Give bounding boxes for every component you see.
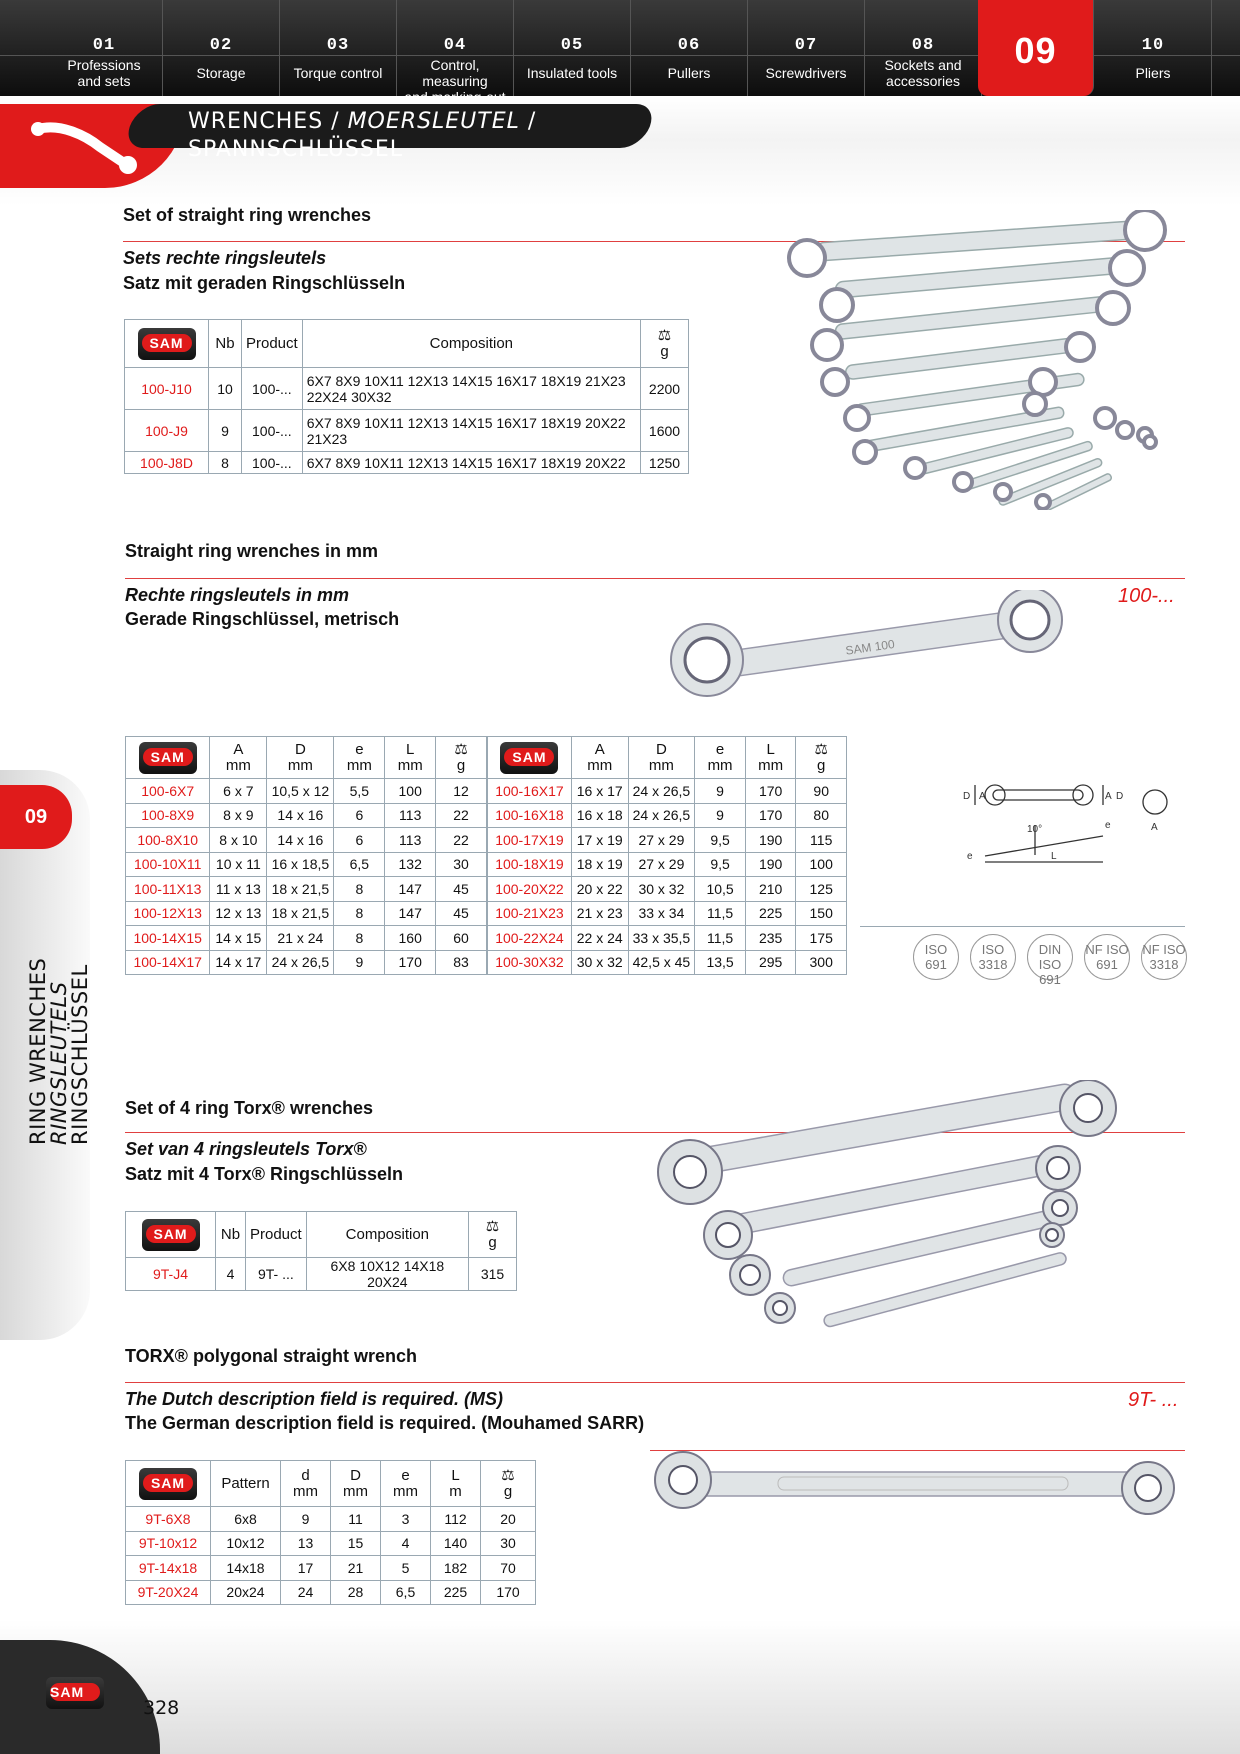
product-ref: 100-16X18 — [488, 803, 572, 828]
product-ref: 100-30X32 — [488, 950, 572, 975]
weight-value: 30 — [481, 1531, 536, 1556]
table-row — [126, 1556, 536, 1581]
e-value: 9 — [695, 779, 746, 804]
diagram-label-e2: e — [1105, 820, 1111, 831]
col-L: L mm — [385, 737, 436, 779]
A-value: 22 x 24 — [571, 926, 628, 951]
d-value: 13 — [281, 1531, 331, 1556]
col-d: d mm — [281, 1461, 331, 1507]
e-value: 6 — [334, 803, 385, 828]
weight-value: 100 — [796, 852, 847, 877]
pattern-value: 10x12 — [211, 1531, 281, 1556]
col-composition: Composition — [302, 320, 640, 368]
weight-icon: ⚖ — [454, 740, 468, 758]
nav-tab-label: Screwdrivers — [765, 65, 847, 81]
product-ref: 9T-14x18 — [126, 1556, 211, 1581]
weight-value: 1250 — [641, 452, 689, 474]
section3-title-nl: Set van 4 ringsleutels Torx® — [125, 1139, 367, 1159]
product-ref: 100-6X7 — [126, 779, 210, 804]
nb-value: 4 — [216, 1258, 246, 1291]
nav-tab-label: Control, measuring — [422, 57, 488, 89]
weight-value: 125 — [796, 877, 847, 902]
weight-value: 115 — [796, 828, 847, 853]
A-value: 10 x 11 — [210, 852, 267, 877]
D-value: 10,5 x 12 — [267, 779, 334, 804]
weight-icon: ⚖ — [501, 1466, 515, 1484]
col-D: D mm — [628, 737, 695, 779]
D-value: 28 — [331, 1580, 381, 1605]
e-value: 4 — [381, 1531, 431, 1556]
nav-tab-label: Professions and sets — [67, 57, 141, 89]
weight-value: 80 — [796, 803, 847, 828]
col-product: Product — [242, 320, 303, 368]
L-value: 295 — [745, 950, 796, 975]
A-value: 16 x 18 — [571, 803, 628, 828]
nav-tab-07[interactable] — [748, 0, 865, 96]
e-value: 9,5 — [695, 828, 746, 853]
section3-table — [125, 1211, 517, 1291]
e-value: 3 — [381, 1507, 431, 1532]
product-ref: 100-12X13 — [126, 901, 210, 926]
col-A: A mm — [571, 737, 628, 779]
weight-value: 315 — [469, 1258, 517, 1291]
A-value: 18 x 19 — [571, 852, 628, 877]
col-e: e mm — [334, 737, 385, 779]
D-value: 27 x 29 — [628, 828, 695, 853]
side-chapter-number: 09 — [0, 785, 72, 849]
col-D: D mm — [331, 1461, 381, 1507]
D-value: 21 x 24 — [267, 926, 334, 951]
table-row — [488, 877, 847, 902]
product-ref: 9T-6X8 — [126, 1507, 211, 1532]
nav-tab-label: Storage — [196, 65, 246, 81]
weight-value: 20 — [481, 1507, 536, 1532]
e-value: 11,5 — [695, 926, 746, 951]
col-e: e mm — [695, 737, 746, 779]
col-nb: Nb — [216, 1212, 246, 1258]
composition-value: 6X7 8X9 10X11 12X13 14X15 16X17 18X19 21X23 22X24 30X32 — [302, 368, 640, 410]
diagram-label-A3: A — [1151, 822, 1158, 833]
single-wrench-image — [665, 590, 1065, 700]
sam-logo-cell — [126, 1461, 211, 1507]
section1-table — [124, 319, 689, 474]
L-value: 112 — [431, 1507, 481, 1532]
product-ref: 100-J10 — [125, 368, 209, 410]
L-value: 160 — [385, 926, 436, 951]
product-ref: 100-17X19 — [488, 828, 572, 853]
L-value: 235 — [745, 926, 796, 951]
footer-sam-logo: SAM — [46, 1677, 104, 1709]
e-value: 11,5 — [695, 901, 746, 926]
product-ref: 100-11X13 — [126, 877, 210, 902]
section2-product-ref: 100-... — [1118, 585, 1175, 607]
section1-title-nl: Sets rechte ringsleutels — [123, 248, 327, 268]
product-ref: 9T-10x12 — [126, 1531, 211, 1556]
product-ref: 100-8X10 — [126, 828, 210, 853]
L-value: 225 — [745, 901, 796, 926]
e-value: 5,5 — [334, 779, 385, 804]
L-value: 113 — [385, 803, 436, 828]
table-row — [126, 779, 487, 804]
A-value: 6 x 7 — [210, 779, 267, 804]
table-row — [488, 828, 847, 853]
L-value: 147 — [385, 877, 436, 902]
L-value: 170 — [385, 950, 436, 975]
d-value: 17 — [281, 1556, 331, 1581]
nav-tab-03[interactable] — [280, 0, 397, 96]
weight-icon: ⚖ — [485, 1217, 500, 1235]
D-value: 14 x 16 — [267, 828, 334, 853]
A-value: 20 x 22 — [571, 877, 628, 902]
product-value: 9T- ... — [246, 1258, 307, 1291]
weight-value: 300 — [796, 950, 847, 975]
diagram-label-angle: 10° — [1027, 824, 1043, 835]
table-row — [126, 1531, 536, 1556]
L-value: 113 — [385, 828, 436, 853]
table-row — [488, 852, 847, 877]
table-row — [125, 368, 689, 410]
e-value: 9,5 — [695, 852, 746, 877]
D-value: 30 x 32 — [628, 877, 695, 902]
A-value: 30 x 32 — [571, 950, 628, 975]
weight-value: 70 — [481, 1556, 536, 1581]
product-ref: 100-J8D — [125, 452, 209, 474]
sam-logo: SAM — [500, 742, 558, 774]
diagram-label-D: D — [963, 791, 971, 802]
nb-value: 8 — [209, 452, 242, 474]
nav-tab-number: 06 — [677, 36, 701, 55]
section4-title-en: TORX® polygonal straight wrench — [125, 1346, 417, 1366]
col-L: L m — [431, 1461, 481, 1507]
nav-tab-01[interactable] — [46, 0, 163, 96]
sam-logo-cell — [126, 737, 210, 779]
product-ref: 100-14X15 — [126, 926, 210, 951]
section2-table-right — [487, 736, 847, 975]
col-weight: ⚖ g — [641, 320, 689, 368]
table-row — [126, 852, 487, 877]
weight-value: 12 — [436, 779, 487, 804]
table-row — [125, 410, 689, 452]
D-value: 21 — [331, 1556, 381, 1581]
A-value: 17 x 19 — [571, 828, 628, 853]
L-value: 147 — [385, 901, 436, 926]
weight-value: 30 — [436, 852, 487, 877]
table-row — [126, 1258, 517, 1291]
table-row — [125, 452, 689, 474]
section1-title-de: Satz mit geraden Ringschlüsseln — [123, 273, 406, 293]
table-row — [488, 901, 847, 926]
D-value: 24 x 26,5 — [628, 779, 695, 804]
composition-value: 6X7 8X9 10X11 12X13 14X15 16X17 18X19 20X22 — [302, 452, 640, 474]
nav-tab-08[interactable] — [865, 0, 982, 96]
dimension-diagram — [955, 780, 1185, 870]
D-value: 33 x 35,5 — [628, 926, 695, 951]
nav-tab-05[interactable] — [514, 0, 631, 96]
A-value: 8 x 10 — [210, 828, 267, 853]
weight-value: 60 — [436, 926, 487, 951]
product-ref: 9T-J4 — [126, 1258, 216, 1291]
iso-divider — [860, 926, 1185, 927]
A-value: 11 x 13 — [210, 877, 267, 902]
col-composition: Composition — [306, 1212, 468, 1258]
sam-logo-cell — [126, 1212, 216, 1258]
D-value: 33 x 34 — [628, 901, 695, 926]
torx-straight-wrench-image — [648, 1450, 1188, 1530]
weight-value: 150 — [796, 901, 847, 926]
D-value: 27 x 29 — [628, 852, 695, 877]
table-row — [126, 828, 487, 853]
pattern-value: 6x8 — [211, 1507, 281, 1532]
product-ref: 100-22X24 — [488, 926, 572, 951]
footer-background — [0, 1620, 1240, 1754]
section2-table-left — [125, 736, 487, 975]
pattern-value: 14x18 — [211, 1556, 281, 1581]
A-value: 16 x 17 — [571, 779, 628, 804]
weight-value: 83 — [436, 950, 487, 975]
composition-value: 6X7 8X9 10X11 12X13 14X15 16X17 18X19 20X22 21X23 — [302, 410, 640, 452]
diagram-label-e: e — [967, 851, 973, 862]
d-value: 9 — [281, 1507, 331, 1532]
section2-rule — [125, 578, 1185, 579]
A-value: 8 x 9 — [210, 803, 267, 828]
product-ref: 100-21X23 — [488, 901, 572, 926]
e-value: 8 — [334, 901, 385, 926]
nav-tab-label: Torque control — [293, 65, 383, 81]
table-row — [488, 779, 847, 804]
D-value: 15 — [331, 1531, 381, 1556]
L-value: 132 — [385, 852, 436, 877]
weight-icon: ⚖ — [657, 326, 672, 344]
nav-tab-number: 07 — [794, 36, 818, 55]
table-row — [126, 1507, 536, 1532]
nav-tab-number: 03 — [326, 36, 350, 55]
section2-title-nl: Rechte ringsleutels in mm — [125, 585, 350, 605]
side-chapter-title: RING WRENCHES RINGSLEUTELS RINGSCHLÜSSEL — [26, 957, 92, 1145]
iso-standard-badge: NF ISO 3318 — [1141, 934, 1187, 980]
section4-title-de: The German description field is required. (Mouhamed SARR) — [125, 1413, 645, 1433]
table-row — [126, 950, 487, 975]
nb-value: 9 — [209, 410, 242, 452]
table-row — [126, 926, 487, 951]
diagram-label-D2: D — [1116, 791, 1124, 802]
D-value: 14 x 16 — [267, 803, 334, 828]
sam-logo: SAM — [138, 328, 196, 360]
table-row — [126, 1580, 536, 1605]
section2-title-en: Straight ring wrenches in mm — [125, 541, 379, 561]
e-value: 13,5 — [695, 950, 746, 975]
D-value: 18 x 21,5 — [267, 901, 334, 926]
nav-tab-label: Sockets and accessories — [884, 57, 962, 89]
table-row — [488, 926, 847, 951]
col-pattern: Pattern — [211, 1461, 281, 1507]
product-value: 100-... — [242, 410, 303, 452]
col-weight: ⚖ g — [436, 737, 487, 779]
wrench-set-image — [775, 210, 1175, 510]
A-value: 21 x 23 — [571, 901, 628, 926]
product-ref: 100-8X9 — [126, 803, 210, 828]
L-value: 190 — [745, 828, 796, 853]
iso-standard-badge: DIN ISO 691 — [1027, 934, 1073, 980]
product-ref: 100-J9 — [125, 410, 209, 452]
nav-tab-label: Insulated tools — [526, 65, 618, 81]
sam-logo-cell — [488, 737, 572, 779]
page-number: 328 — [143, 1697, 180, 1719]
col-D: D mm — [267, 737, 334, 779]
section1-title-en: Set of straight ring wrenches — [123, 205, 372, 225]
weight-value: 1600 — [641, 410, 689, 452]
nav-tab-09[interactable] — [978, 0, 1094, 96]
weight-value: 170 — [481, 1580, 536, 1605]
product-ref: 100-18X19 — [488, 852, 572, 877]
L-value: 190 — [745, 852, 796, 877]
composition-value: 6X8 10X12 14X18 20X24 — [306, 1258, 468, 1291]
nav-tab-number: 04 — [443, 36, 467, 55]
product-ref: 9T-20X24 — [126, 1580, 211, 1605]
section3-title-en: Set of 4 ring Torx® wrenches — [125, 1098, 373, 1118]
nav-tab-number: 08 — [911, 36, 935, 55]
weight-value: 22 — [436, 828, 487, 853]
col-weight: ⚖ g — [481, 1461, 536, 1507]
L-value: 182 — [431, 1556, 481, 1581]
sam-logo: SAM — [139, 1468, 197, 1500]
product-ref: 100-20X22 — [488, 877, 572, 902]
sam-logo-cell — [125, 320, 209, 368]
e-value: 5 — [381, 1556, 431, 1581]
L-value: 225 — [431, 1580, 481, 1605]
e-value: 9 — [695, 803, 746, 828]
product-ref: 100-16X17 — [488, 779, 572, 804]
col-weight: ⚖ g — [796, 737, 847, 779]
diagram-label-L: L — [1051, 851, 1057, 862]
nav-tab-number: 05 — [560, 36, 584, 55]
weight-value: 90 — [796, 779, 847, 804]
svg-text:SAM 100: SAM 100 — [844, 636, 896, 658]
weight-icon: ⚖ — [814, 740, 828, 758]
nav-tab-number: 01 — [92, 36, 116, 55]
wrench-icon — [30, 115, 140, 175]
nav-tab-number: 02 — [209, 36, 233, 55]
iso-standard-badge: NF ISO 691 — [1084, 934, 1130, 980]
col-A: A mm — [210, 737, 267, 779]
nav-tab-10[interactable] — [1095, 0, 1212, 96]
product-ref: 100-14X17 — [126, 950, 210, 975]
weight-value: 45 — [436, 901, 487, 926]
col-nb: Nb — [209, 320, 242, 368]
nb-value: 10 — [209, 368, 242, 410]
col-L: L mm — [745, 737, 796, 779]
weight-value: 175 — [796, 926, 847, 951]
product-value: 100-... — [242, 368, 303, 410]
nav-tab-02[interactable] — [163, 0, 280, 96]
nav-tab-number: 10 — [1141, 36, 1165, 55]
col-weight: ⚖ g — [469, 1212, 517, 1258]
section4-title-nl: The Dutch description field is required. (MS) — [125, 1389, 504, 1409]
col-product: Product — [246, 1212, 307, 1258]
section4-rule — [125, 1382, 1185, 1383]
L-value: 170 — [745, 779, 796, 804]
col-e: e mm — [381, 1461, 431, 1507]
L-value: 210 — [745, 877, 796, 902]
D-value: 24 x 26,5 — [267, 950, 334, 975]
iso-standard-badge: ISO 3318 — [970, 934, 1016, 980]
nav-tab-number: 09 — [1014, 30, 1057, 71]
table-row — [488, 803, 847, 828]
e-value: 6,5 — [381, 1580, 431, 1605]
L-value: 170 — [745, 803, 796, 828]
D-value: 24 x 26,5 — [628, 803, 695, 828]
diagram-label-A2: A — [1105, 791, 1112, 802]
table-row — [126, 901, 487, 926]
table-row — [126, 877, 487, 902]
nav-tab-label: Pullers — [667, 65, 711, 81]
D-value: 11 — [331, 1507, 381, 1532]
section4-table — [125, 1460, 536, 1605]
nav-tab-04[interactable] — [397, 0, 514, 96]
section3-title-de: Satz mit 4 Torx® Ringschlüsseln — [125, 1164, 403, 1184]
D-value: 18 x 21,5 — [267, 877, 334, 902]
D-value: 42,5 x 45 — [628, 950, 695, 975]
sam-logo: SAM — [139, 742, 197, 774]
table-row — [126, 803, 487, 828]
product-ref: 100-10X11 — [126, 852, 210, 877]
diagram-label-A: A — [979, 791, 986, 802]
product-value: 100-... — [242, 452, 303, 474]
d-value: 24 — [281, 1580, 331, 1605]
weight-value: 2200 — [641, 368, 689, 410]
A-value: 14 x 17 — [210, 950, 267, 975]
A-value: 12 x 13 — [210, 901, 267, 926]
A-value: 14 x 15 — [210, 926, 267, 951]
torx-wrench-set-image — [650, 1080, 1130, 1340]
D-value: 16 x 18,5 — [267, 852, 334, 877]
e-value: 8 — [334, 877, 385, 902]
e-value: 9 — [334, 950, 385, 975]
e-value: 6 — [334, 828, 385, 853]
pattern-value: 20x24 — [211, 1580, 281, 1605]
e-value: 10,5 — [695, 877, 746, 902]
section2-title-de: Gerade Ringschlüssel, metrisch — [125, 609, 400, 629]
page-title: WRENCHES / MOERSLEUTEL / SPANNSCHLÜSSEL — [188, 109, 537, 162]
nav-tab-label: Pliers — [1135, 65, 1171, 81]
sam-logo: SAM — [142, 1219, 200, 1251]
iso-standard-badge: ISO 691 — [913, 934, 959, 980]
e-value: 6,5 — [334, 852, 385, 877]
L-value: 140 — [431, 1531, 481, 1556]
table-row — [488, 950, 847, 975]
section4-product-ref: 9T- ... — [1128, 1389, 1179, 1411]
L-value: 100 — [385, 779, 436, 804]
nav-tab-06[interactable] — [631, 0, 748, 96]
weight-value: 45 — [436, 877, 487, 902]
e-value: 8 — [334, 926, 385, 951]
weight-value: 22 — [436, 803, 487, 828]
